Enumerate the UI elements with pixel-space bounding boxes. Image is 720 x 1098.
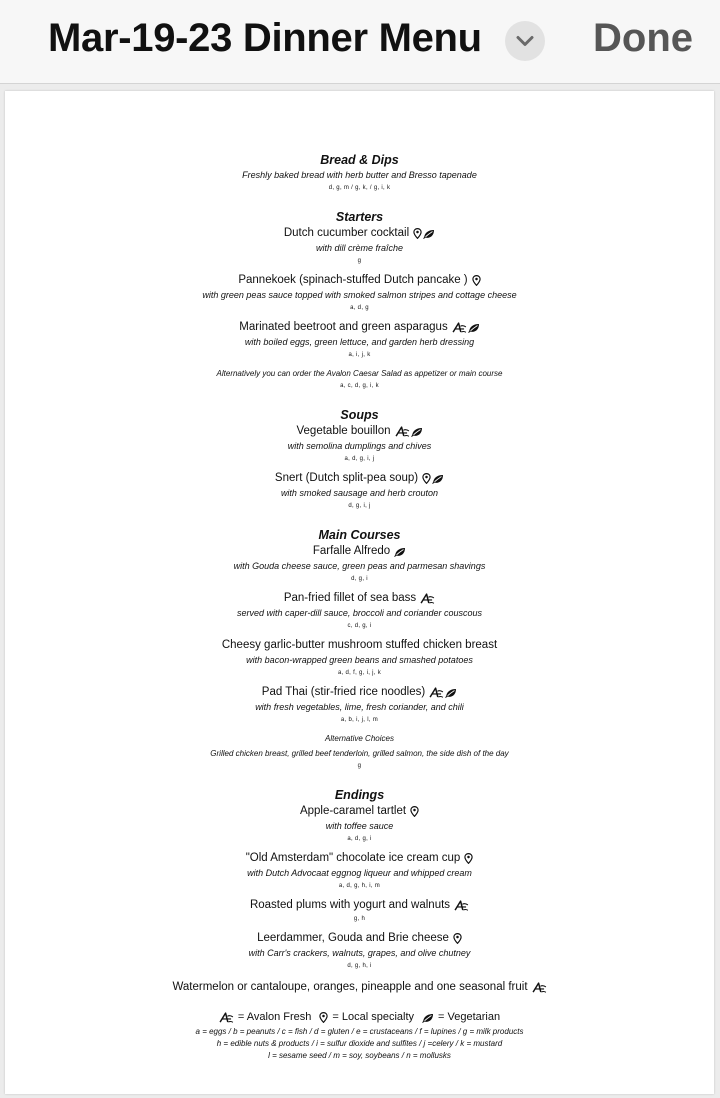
- leaf-icon: [422, 1013, 434, 1023]
- allergen-codes: g, h: [353, 916, 366, 922]
- dish-description: served with caper-dill sauce, broccoli and coriander couscous: [237, 608, 482, 618]
- legend-local-specialty: = Local specialty: [332, 1011, 415, 1023]
- list-item: [5, 591, 714, 632]
- section-starters: [5, 209, 714, 392]
- section-endings: [5, 787, 714, 995]
- allergen-codes: d, g, h, i: [347, 963, 372, 969]
- top-bar: [0, 0, 720, 84]
- document-title[interactable]: Mar-19-23 Dinner Menu: [48, 16, 482, 60]
- location-pin-icon: [319, 1012, 328, 1023]
- avalon-fresh-icon: [395, 426, 410, 437]
- list-item: [5, 544, 714, 585]
- dish-description: with green peas sauce topped with smoked salmon stripes and cottage cheese: [202, 290, 517, 300]
- leaf-icon: [423, 229, 435, 239]
- alternative-note: Alternatively you can order the Avalon Caesar Salad as appetizer or main course: [216, 369, 503, 378]
- allergen-codes: a, b, i, j, l, m: [340, 717, 379, 723]
- section-title: Main Courses: [318, 528, 401, 542]
- allergen-codes: a, c, d, g, i, k: [340, 383, 379, 389]
- dish-description: with toffee sauce: [325, 821, 394, 831]
- dish-name: Farfalle Alfredo: [312, 545, 391, 557]
- allergen-key-line-1: a = eggs / b = peanuts / c = fish / d = gluten / e = crustaceans / f = lupines / g = milk products: [195, 1027, 524, 1036]
- allergen-codes: d, g, i, j: [348, 503, 371, 509]
- leaf-icon: [432, 474, 444, 484]
- alternative-choices-title: Alternative Choices: [325, 734, 394, 743]
- allergen-codes: a, i, j, k: [348, 352, 371, 358]
- chevron-down-icon: [516, 35, 534, 47]
- dish-name: Pad Thai (stir-fried rice noodles): [261, 686, 426, 698]
- avalon-fresh-icon: [420, 593, 435, 604]
- dish-name: Vegetable bouillon: [296, 425, 391, 437]
- dish-description: with fresh vegetables, lime, fresh coriander, and chili: [255, 702, 464, 712]
- dish-name: Roasted plums with yogurt and walnuts: [249, 899, 451, 911]
- dish-description: with boiled eggs, green lettuce, and garden herb dressing: [244, 337, 475, 347]
- list-item: [5, 471, 714, 512]
- dish-name: Snert (Dutch split-pea soup): [274, 472, 419, 484]
- section-title: Starters: [335, 210, 384, 224]
- legend-vegetarian: = Vegetarian: [438, 1011, 501, 1023]
- list-item: [5, 804, 714, 845]
- location-pin-icon: [422, 473, 431, 484]
- list-item: [5, 273, 714, 314]
- section-title: Soups: [340, 408, 379, 422]
- legend-avalon-fresh: = Avalon Fresh: [237, 1011, 312, 1023]
- leaf-icon: [445, 688, 457, 698]
- allergen-codes: g: [357, 763, 362, 769]
- avalon-fresh-icon: [454, 900, 469, 911]
- location-pin-icon: [453, 933, 462, 944]
- allergen-codes: d, g, i: [351, 576, 368, 582]
- dish-description: with Dutch Advocaat eggnog liqueur and whipped cream: [247, 868, 472, 878]
- allergen-codes: a, d, g, i, j: [344, 456, 375, 462]
- avalon-fresh-icon: [219, 1012, 234, 1023]
- dish-description: Freshly baked bread with herb butter and Bresso tapenade: [242, 170, 477, 180]
- allergen-key-line-3: l = sesame seed / m = soy, soybeans / n = mollusks: [268, 1051, 451, 1060]
- location-pin-icon: [413, 228, 422, 239]
- dish-name: Apple-caramel tartlet: [299, 805, 407, 817]
- menu-document: [5, 91, 714, 1094]
- dish-name: Marinated beetroot and green asparagus: [239, 321, 448, 333]
- dish-name: Cheesy garlic-butter mushroom stuffed chicken breast: [221, 639, 498, 651]
- list-item: [5, 931, 714, 972]
- location-pin-icon: [410, 806, 419, 817]
- dish-description: with Carr's crackers, walnuts, grapes, and olive chutney: [248, 948, 471, 958]
- section-bread-dips: [5, 152, 714, 194]
- section-title: Endings: [334, 788, 385, 802]
- dish-description: with bacon-wrapped green beans and smashed potatoes: [246, 655, 473, 665]
- allergen-codes: g: [357, 258, 362, 264]
- location-pin-icon: [464, 853, 473, 864]
- dish-description: with smoked sausage and herb crouton: [280, 488, 439, 498]
- allergen-codes: c, d, g, i: [347, 623, 372, 629]
- list-item: [5, 226, 714, 267]
- list-item: [5, 851, 714, 892]
- dish-description: with semolina dumplings and chives: [287, 441, 432, 451]
- list-item: [5, 638, 714, 679]
- icon-legend: [5, 1010, 714, 1025]
- section-main-courses: [5, 527, 714, 772]
- done-button[interactable]: Done: [593, 16, 693, 60]
- allergen-codes: d, g, m / g, k, / g, i, k: [328, 185, 391, 191]
- avalon-fresh-icon: [452, 322, 467, 333]
- list-item: [5, 685, 714, 726]
- dish-description: with Gouda cheese sauce, green peas and parmesan shavings: [233, 561, 486, 571]
- allergen-codes: a, d, g, i: [347, 836, 372, 842]
- dish-name: "Old Amsterdam" chocolate ice cream cup: [245, 852, 461, 864]
- dish-name: Dutch cucumber cocktail: [283, 227, 410, 239]
- allergen-codes: a, d, g, h, i, m: [338, 883, 381, 889]
- leaf-icon: [394, 547, 406, 557]
- section-soups: [5, 407, 714, 512]
- allergen-codes: a, d, g: [350, 305, 369, 311]
- avalon-fresh-icon: [429, 687, 444, 698]
- list-item: [5, 424, 714, 465]
- allergen-codes: a, d, f, g, i, j, k: [337, 670, 382, 676]
- dish-name: Watermelon or cantaloupe, oranges, pineapple and one seasonal fruit: [172, 981, 528, 993]
- dish-description: with dill crème fraîche: [315, 243, 404, 253]
- title-menu-button[interactable]: [505, 21, 545, 61]
- avalon-fresh-icon: [532, 982, 547, 993]
- location-pin-icon: [472, 275, 481, 286]
- dish-name: Pannekoek (spinach-stuffed Dutch pancake ): [238, 274, 468, 286]
- section-title: Bread & Dips: [320, 153, 399, 167]
- leaf-icon: [411, 427, 423, 437]
- list-item: [5, 898, 714, 925]
- dish-name: Pan-fried fillet of sea bass: [283, 592, 417, 604]
- dish-name: Leerdammer, Gouda and Brie cheese: [257, 932, 449, 944]
- leaf-icon: [468, 323, 480, 333]
- list-item: [5, 320, 714, 361]
- allergen-key-line-2: h = edible nuts & products / i = sulfur dioxide and sulfites / j =celery / k = mustard: [216, 1039, 503, 1048]
- alternative-choices-desc: Grilled chicken breast, grilled beef tenderloin, grilled salmon, the side dish of the day: [210, 749, 509, 758]
